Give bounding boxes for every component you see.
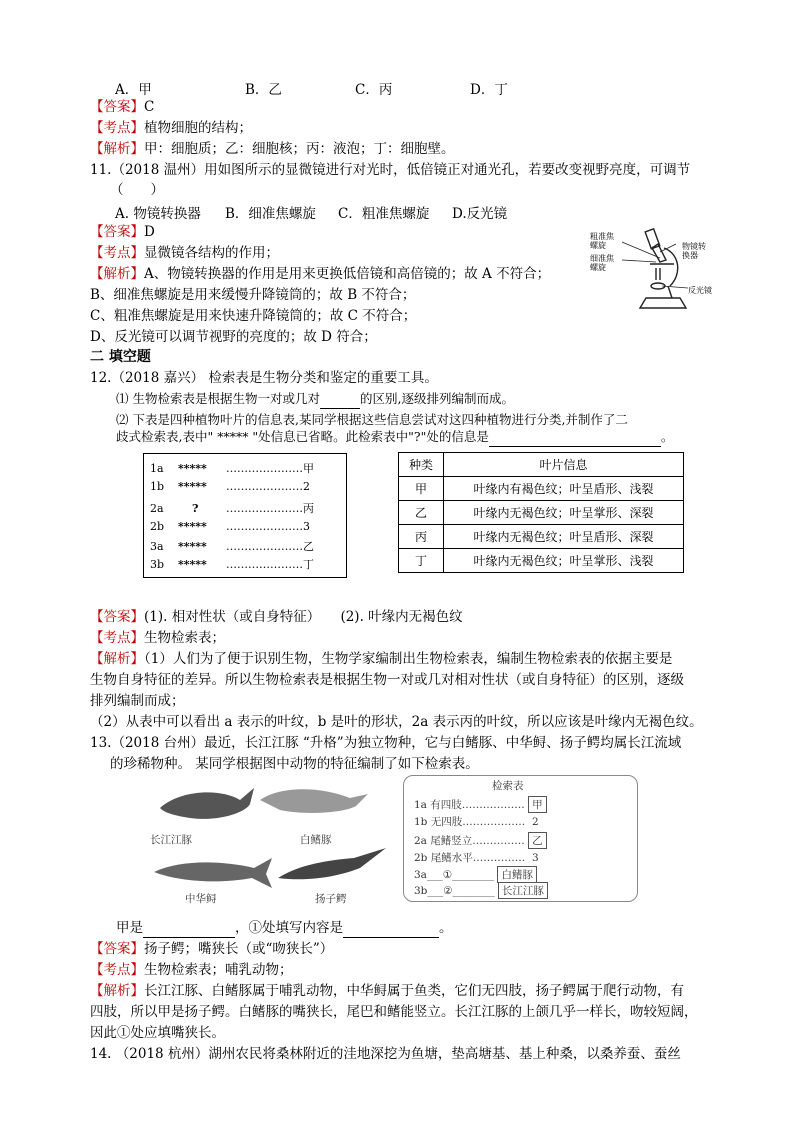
q13-analysis-2: 四肢，所以甲是扬子鳄。白鳍豚的嘴狭长，尾巴和鳍能竖立。长江江豚的上颌几乎一样长，吻较短阔， (90, 1004, 698, 1020)
dichotomous-key (143, 453, 347, 578)
q12-analysis-4: （2）从表中可以看出 a 表示的叶纹，b 是叶的形状，2a 表示丙的叶纹，所以应该是叶缘内无褐色纹。 (90, 714, 703, 730)
q10-point: 【考点】植物细胞的结构； (90, 120, 252, 136)
q11-option-c: C．粗准焦螺旋 (338, 206, 430, 222)
animal-figure (150, 778, 390, 906)
key-row: 1a 有四肢……………… 甲 (414, 796, 547, 813)
q12-sub1: ⑴ 生物检索表是根据生物一对或几对 的区别,逐级排列编制而成。 (116, 389, 514, 409)
option-d: D．丁 (470, 82, 508, 98)
q11-option-d: D.反光镜 (452, 206, 508, 222)
key-row: 3a ***** …………………乙 (150, 540, 314, 553)
q13-stem-2: 的珍稀物种。 某同学根据图中动物的特征编制了如下检索表。 (110, 756, 479, 772)
label-coarse: 粗准焦 螺旋 (590, 232, 614, 250)
q12-analysis: 【解析】（1）人们为了便于识别生物，生物学家编制出生物检索表，编制生物检索表的依据主要是 (90, 651, 673, 667)
q11-option-b: B．细准焦螺旋 (225, 206, 316, 222)
table-row: 乙 叶缘内无褐色纹；叶呈掌形、深裂 (399, 501, 684, 525)
q13-stem: 13.（2018 台州）最近，长江江豚 “升格”为独立物种，它与白鳍豚、中华鲟、扬子鳄均属长江流域 (90, 735, 682, 751)
q11-analysis-c: C、粗准焦螺旋是用来快速升降镜筒的；故 C 不符合； (90, 308, 417, 324)
key-row: 1b ***** …………………2 (150, 480, 310, 493)
key-row: 1b 无四肢……………… 2 (414, 816, 539, 828)
q11-stem: 11.（2018 温州）用如图所示的显微镜进行对光时，低倍镜正对通光孔，若要改变视野亮度，可调节 (90, 162, 691, 178)
q12-point: 【考点】生物检索表； (90, 630, 225, 646)
key-row: 2b ***** …………………3 (150, 520, 310, 533)
q11-analysis-b: B、细准焦螺旋是用来缓慢升降镜筒的；故 B 不符合； (90, 287, 416, 303)
q13-point: 【考点】生物检索表；哺乳动物； (90, 962, 293, 978)
animal-key-table (403, 775, 638, 902)
animal-label: 中华鲟 (185, 893, 217, 905)
q10-answer: 【答案】C (90, 99, 155, 115)
section-title: 二 填空题 (90, 349, 151, 365)
key-row: 3b___②________ 长江江豚 (414, 882, 548, 899)
option-a: A．甲 (115, 82, 152, 98)
q11-analysis: 【解析】A、物镜转换器的作用是用来更换低倍镜和高倍镜的；故 A 不符合； (90, 266, 551, 282)
animal-label: 长江江豚 (150, 834, 192, 846)
option-b: B．乙 (245, 82, 282, 98)
animal-label: 白鳍豚 (300, 834, 332, 846)
table-row: 甲 叶缘内有褐色纹；叶呈盾形、浅裂 (399, 477, 684, 501)
q12-sub2: ⑵ 下表是四种植物叶片的信息表,某同学根据这些信息尝试对这四种植物进行分类,并制作了二 (116, 412, 628, 427)
key-row: 1a ***** …………………甲 (150, 462, 314, 475)
q12-answer: 【答案】(1). 相对性状（或自身特征） (2). 叶缘内无褐色纹 (90, 609, 463, 625)
label-fine: 细准焦 螺旋 (590, 254, 614, 272)
key-row: 3a___①________ 白鳍豚 (414, 866, 537, 883)
q11-point: 【考点】显微镜各结构的作用； (90, 245, 279, 261)
q12-analysis-2: 生物自身特征的差异。所以生物检索表是根据生物一对或几对相对性状（或自身特征）的区别，逐级 (90, 672, 684, 688)
q10-analysis: 【解析】甲：细胞质；乙：细胞核；丙：液泡；丁：细胞壁。 (90, 141, 455, 157)
table-row: 丙 叶缘内无褐色纹；叶呈盾形、深裂 (399, 525, 684, 549)
table-header: 种类 叶片信息 (399, 453, 684, 477)
key-row: 2b 尾鳍水平…………… 3 (414, 852, 539, 864)
key-row: 2a 尾鳍竖立…………… 乙 (414, 832, 547, 849)
q12-stem: 12.（2018 嘉兴） 检索表是生物分类和鉴定的重要工具。 (90, 370, 438, 386)
option-c: C．丙 (355, 82, 393, 98)
microscope-figure (590, 228, 710, 313)
q11-option-a: A. 物镜转换器 (115, 206, 201, 222)
q13-analysis: 【解析】长江江豚、白鳍豚属于哺乳动物，中华鲟属于鱼类，它们无四肢，扬子鳄属于爬行动物，有 (90, 983, 684, 999)
key-title: 检索表 (492, 780, 524, 792)
q11-bracket: （ ） (110, 182, 164, 198)
leaf-info-table (398, 452, 684, 573)
animal-label: 扬子鳄 (315, 893, 347, 905)
key-row: 2a ? …………………丙 (150, 502, 314, 515)
label-mirror: 反光镜 (688, 286, 712, 295)
q13-answer: 【答案】扬子鳄；嘴狭长（或“吻狭长”） (90, 941, 334, 957)
q11-analysis-d: D、反光镜可以调节视野的亮度的；故 D 符合； (90, 329, 377, 345)
q12-sub3: 歧式检索表,表中" ***** "处信息已省略。此检索表中"?"处的信息是 。 (116, 427, 673, 447)
key-row: 3b ***** …………………丁 (150, 558, 314, 571)
q11-answer: 【答案】D (90, 224, 155, 240)
label-turret: 物镜转 换器 (682, 242, 706, 260)
q13-fill: 甲是 ，①处填写内容是 。 (116, 920, 453, 936)
q13-analysis-3: 因此①处应填嘴狭长。 (90, 1025, 225, 1041)
table-row: 丁 叶缘内无褐色纹；叶呈掌形、浅裂 (399, 549, 684, 573)
q14-stem: 14. （2018 杭州）湖州农民将桑林附近的洼地深挖为鱼塘，垫高塘基、基上种桑，以桑养蚕、蚕丝 (90, 1046, 681, 1062)
q12-analysis-3: 排列编制而成； (90, 693, 185, 709)
